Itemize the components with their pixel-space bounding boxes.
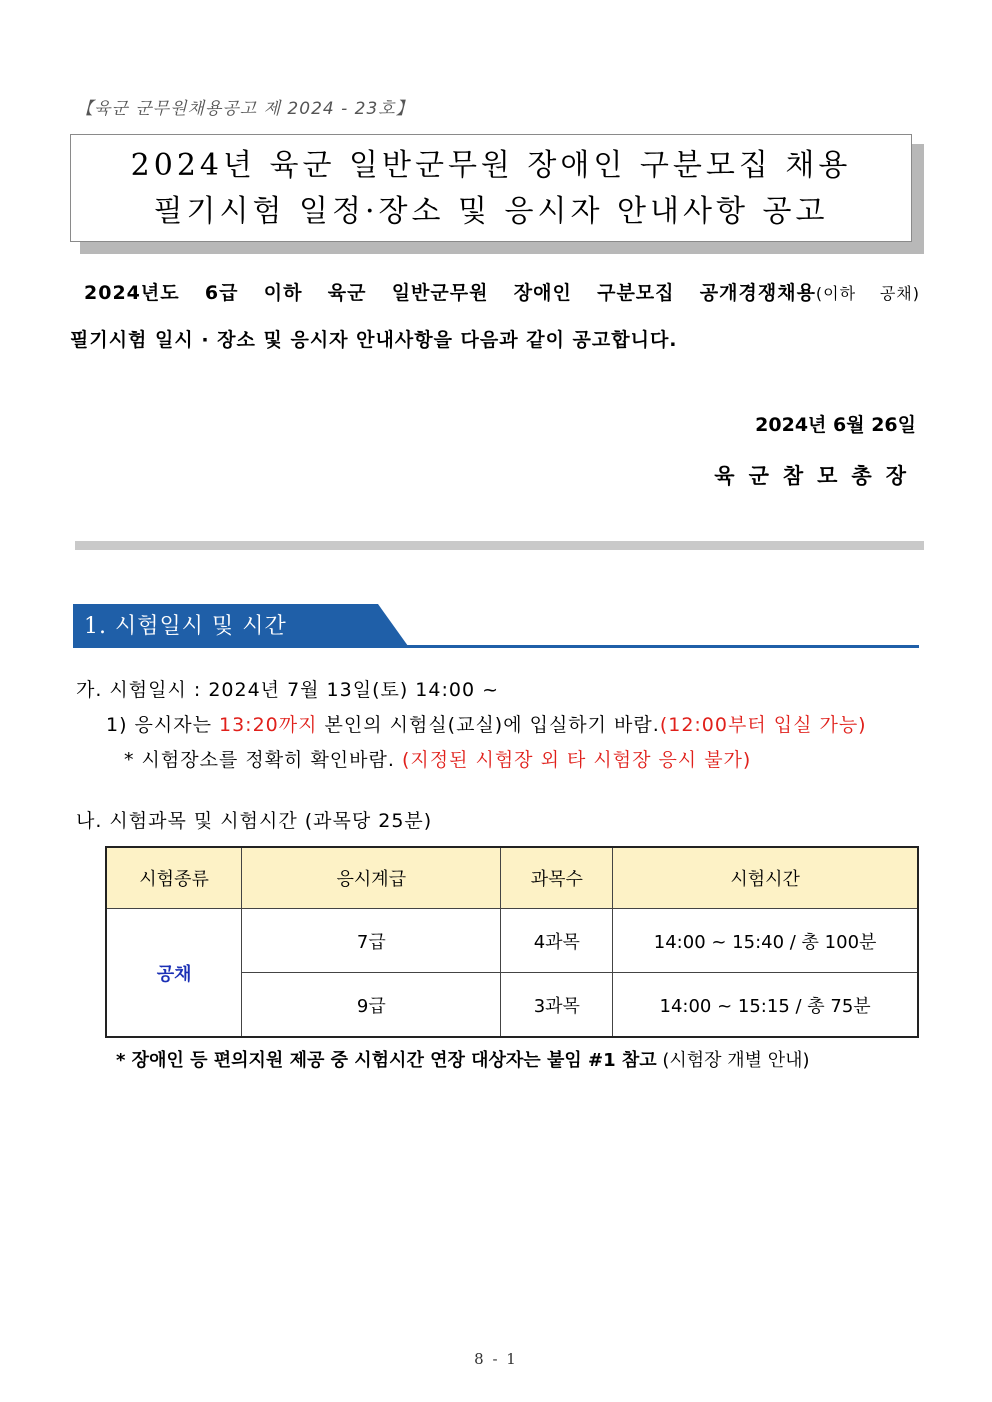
item-a-note-highlight: (지정된 시험장 외 타 시험장 응시 불가) (401, 749, 752, 771)
subjects-cell: 3과목 (501, 973, 613, 1038)
item-a-sub1 (106, 710, 867, 737)
footnote-bold: * 장애인 등 편의지원 제공 중 시험시간 연장 대상자는 붙임 #1 참고 (116, 1050, 657, 1071)
item-b-label: 나. 시험과목 및 시험시간 (과목당 25분) (76, 810, 433, 832)
item-a-sub1-prefix: 1) 응시자는 (106, 714, 219, 736)
title-box (70, 134, 912, 242)
header-subject-count: 과목수 (501, 847, 613, 909)
header-exam-type: 시험종류 (106, 847, 242, 909)
section-1-title: 1. 시험일시 및 시간 (84, 614, 287, 639)
footnote (116, 1046, 810, 1072)
intro-paragraph (70, 270, 920, 363)
time-cell: 14:00 ~ 15:40 / 총 100분 (613, 909, 918, 973)
header-exam-time: 시험시간 (613, 847, 918, 909)
intro-line-1-main: 2024년도 6급 이하 육군 일반군무원 장애인 구분모집 공개경쟁채용 (84, 282, 816, 304)
section-divider (75, 541, 924, 550)
header-grade: 응시계급 (242, 847, 501, 909)
table-row (106, 909, 918, 973)
title-line-1: 2024년 육군 일반군무원 장애인 구분모집 채용 (130, 148, 852, 183)
item-a-label: 가. 시험일시 : 2024년 7월 13일(토) 14:00 ~ (76, 679, 500, 701)
title-line-2: 필기시험 일정·장소 및 응시자 안내사항 공고 (153, 194, 829, 229)
intro-line-2: 필기시험 일시 · 장소 및 응시자 안내사항을 다음과 같이 공고합니다. (70, 329, 678, 351)
item-a-sub1-middle: 본인의 시험실(교실)에 입실하기 바람. (317, 714, 660, 736)
table-header-row (106, 847, 918, 909)
footnote-normal: (시험장 개별 안내) (656, 1050, 810, 1071)
grade-cell: 9급 (242, 973, 501, 1038)
intro-line-1-paren: (이하 공채) (815, 284, 920, 303)
notice-number: 【육군 군무원채용공고 제 2024 - 23호】 (76, 99, 414, 119)
subjects-cell: 4과목 (501, 909, 613, 973)
section-rule (73, 645, 919, 648)
announcement-date: 2024년 6월 26일 (755, 414, 916, 436)
item-a-sub1-note: (12:00부터 입실 가능) (659, 714, 867, 736)
item-a-note-prefix: * 시험장소를 정확히 확인바람. (124, 749, 402, 771)
exam-schedule-table (105, 846, 919, 1038)
page-number: 8 - 1 (474, 1350, 518, 1368)
category-cell: 공채 (106, 909, 242, 1038)
intro-line-1 (70, 270, 920, 317)
item-a-note (124, 745, 751, 772)
issuer-name: 육군참모총장 (714, 464, 920, 488)
item-a-sub1-highlight: 13:20까지 (219, 714, 318, 736)
time-cell: 14:00 ~ 15:15 / 총 75분 (613, 973, 918, 1038)
grade-cell: 7급 (242, 909, 501, 973)
